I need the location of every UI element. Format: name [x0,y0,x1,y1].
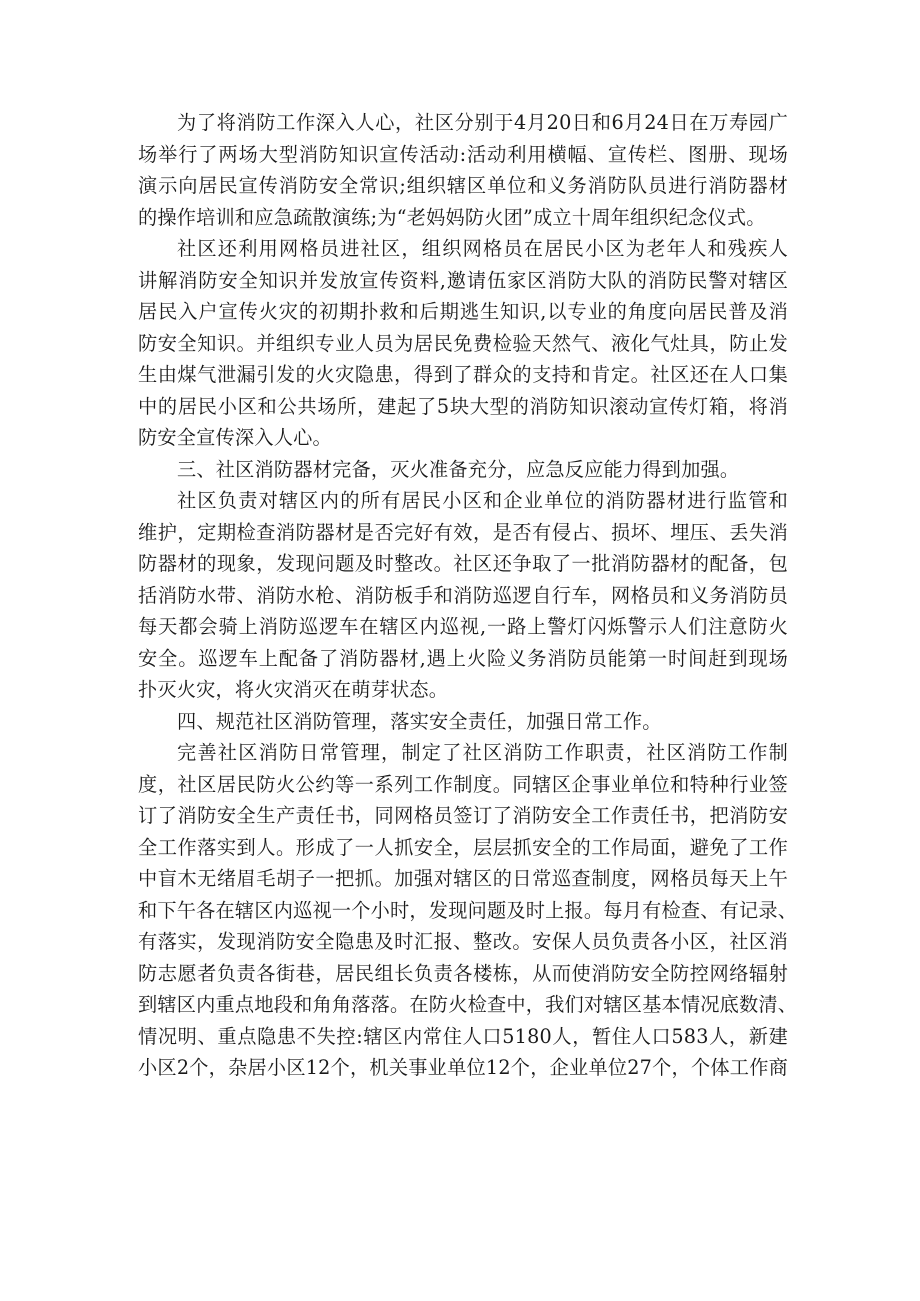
paragraph-line: 的操作培训和应急疏散演练;为“老妈妈防火团”成立十周年组织纪念仪式。 [138,205,766,229]
paragraph-line: 中的居民小区和公共场所，建起了5块大型的消防知识滚动宣传灯箱，将消 [138,394,788,418]
paragraph-line: 度，社区居民防火公约等一系列工作制度。同辖区企事业单位和特种行业签 [138,772,788,796]
paragraph-line: 社区还利用网格员进社区，组织网格员在居民小区为老年人和残疾人 [177,237,788,260]
paragraph-line: 安全。巡逻车上配备了消防器材,遇上火险义务消防员能第一时间赶到现场 [138,646,788,670]
paragraph-line: 完善社区消防日常管理，制定了社区消防工作职责，社区消防工作制 [177,741,788,764]
paragraph-line: 讲解消防安全知识并发放宣传资料,邀请伍家区消防大队的消防民警对辖区 [138,268,788,292]
document-body [138,107,798,1084]
paragraph-line: 居民入户宣传火灾的初期扑救和后期逃生知识,以专业的角度向居民普及消 [138,300,788,323]
paragraph-line: 订了消防安全生产责任书，同网格员签订了消防安全工作责任书，把消防安 [138,804,788,827]
paragraph-line: 生由煤气泄漏引发的火灾隐患，得到了群众的支持和肯定。社区还在人口集 [138,363,788,386]
paragraph-line: 扑灭火灾，将火灾消灭在萌芽状态。 [138,678,449,701]
paragraph-line: 防安全宣传深入人心。 [138,426,332,449]
paragraph-line: 演示向居民宣传消防安全常识;组织辖区单位和义务消防队员进行消防器材 [138,174,788,197]
section-heading: 四、规范社区消防管理，落实安全责任，加强日常工作。 [177,709,662,733]
paragraph-line: 到辖区内重点地段和角角落落。在防火检查中，我们对辖区基本情况底数清、 [138,993,798,1016]
paragraph-line: 小区2个，杂居小区12个，机关事业单位12个，企业单位27个，个体工作商 [138,1056,788,1079]
paragraph-line: 有落实，发现消防安全隐患及时汇报、整改。安保人员负责各小区，社区消 [138,930,788,953]
paragraph-line: 中盲木无绪眉毛胡子一把抓。加强对辖区的日常巡查制度，网格员每天上午 [138,867,788,890]
paragraph-line: 和下午各在辖区内巡视一个小时，发现问题及时上报。每月有检查、有记录、 [138,898,798,922]
section-heading: 三、社区消防器材完备，灭火准备充分，应急反应能力得到加强。 [177,457,740,481]
paragraph-line: 全工作落实到人。形成了一人抓安全，层层抓安全的工作局面，避免了工作 [138,835,788,859]
paragraph-line: 防安全知识。并组织专业人员为居民免费检验天然气、液化气灶具，防止发 [138,331,788,355]
paragraph-line: 维护，定期检查消防器材是否完好有效，是否有侵占、损坏、埋压、丢失消 [138,520,788,544]
paragraph-line: 场举行了两场大型消防知识宣传活动:活动利用横幅、宣传栏、图册、现场 [138,142,788,166]
paragraph-line: 社区负责对辖区内的所有居民小区和企业单位的消防器材进行监管和 [177,489,788,512]
paragraph-line: 为了将消防工作深入人心，社区分别于4月20日和6月24日在万寿园广 [177,111,788,134]
paragraph-line: 括消防水带、消防水枪、消防板手和消防巡逻自行车，网格员和义务消防员 [138,583,788,607]
paragraph-line: 防志愿者负责各街巷，居民组长负责各楼栋，从而使消防安全防控网络辐射 [138,961,788,985]
paragraph-line: 每天都会骑上消防巡逻车在辖区内巡视,一路上警灯闪烁警示人们注意防火 [138,615,788,638]
paragraph-line: 防器材的现象，发现问题及时整改。社区还争取了一批消防器材的配备，包 [138,552,788,575]
paragraph-line: 情况明、重点隐患不失控:辖区内常住人口5180人，暂住人口583人，新建 [138,1024,788,1048]
